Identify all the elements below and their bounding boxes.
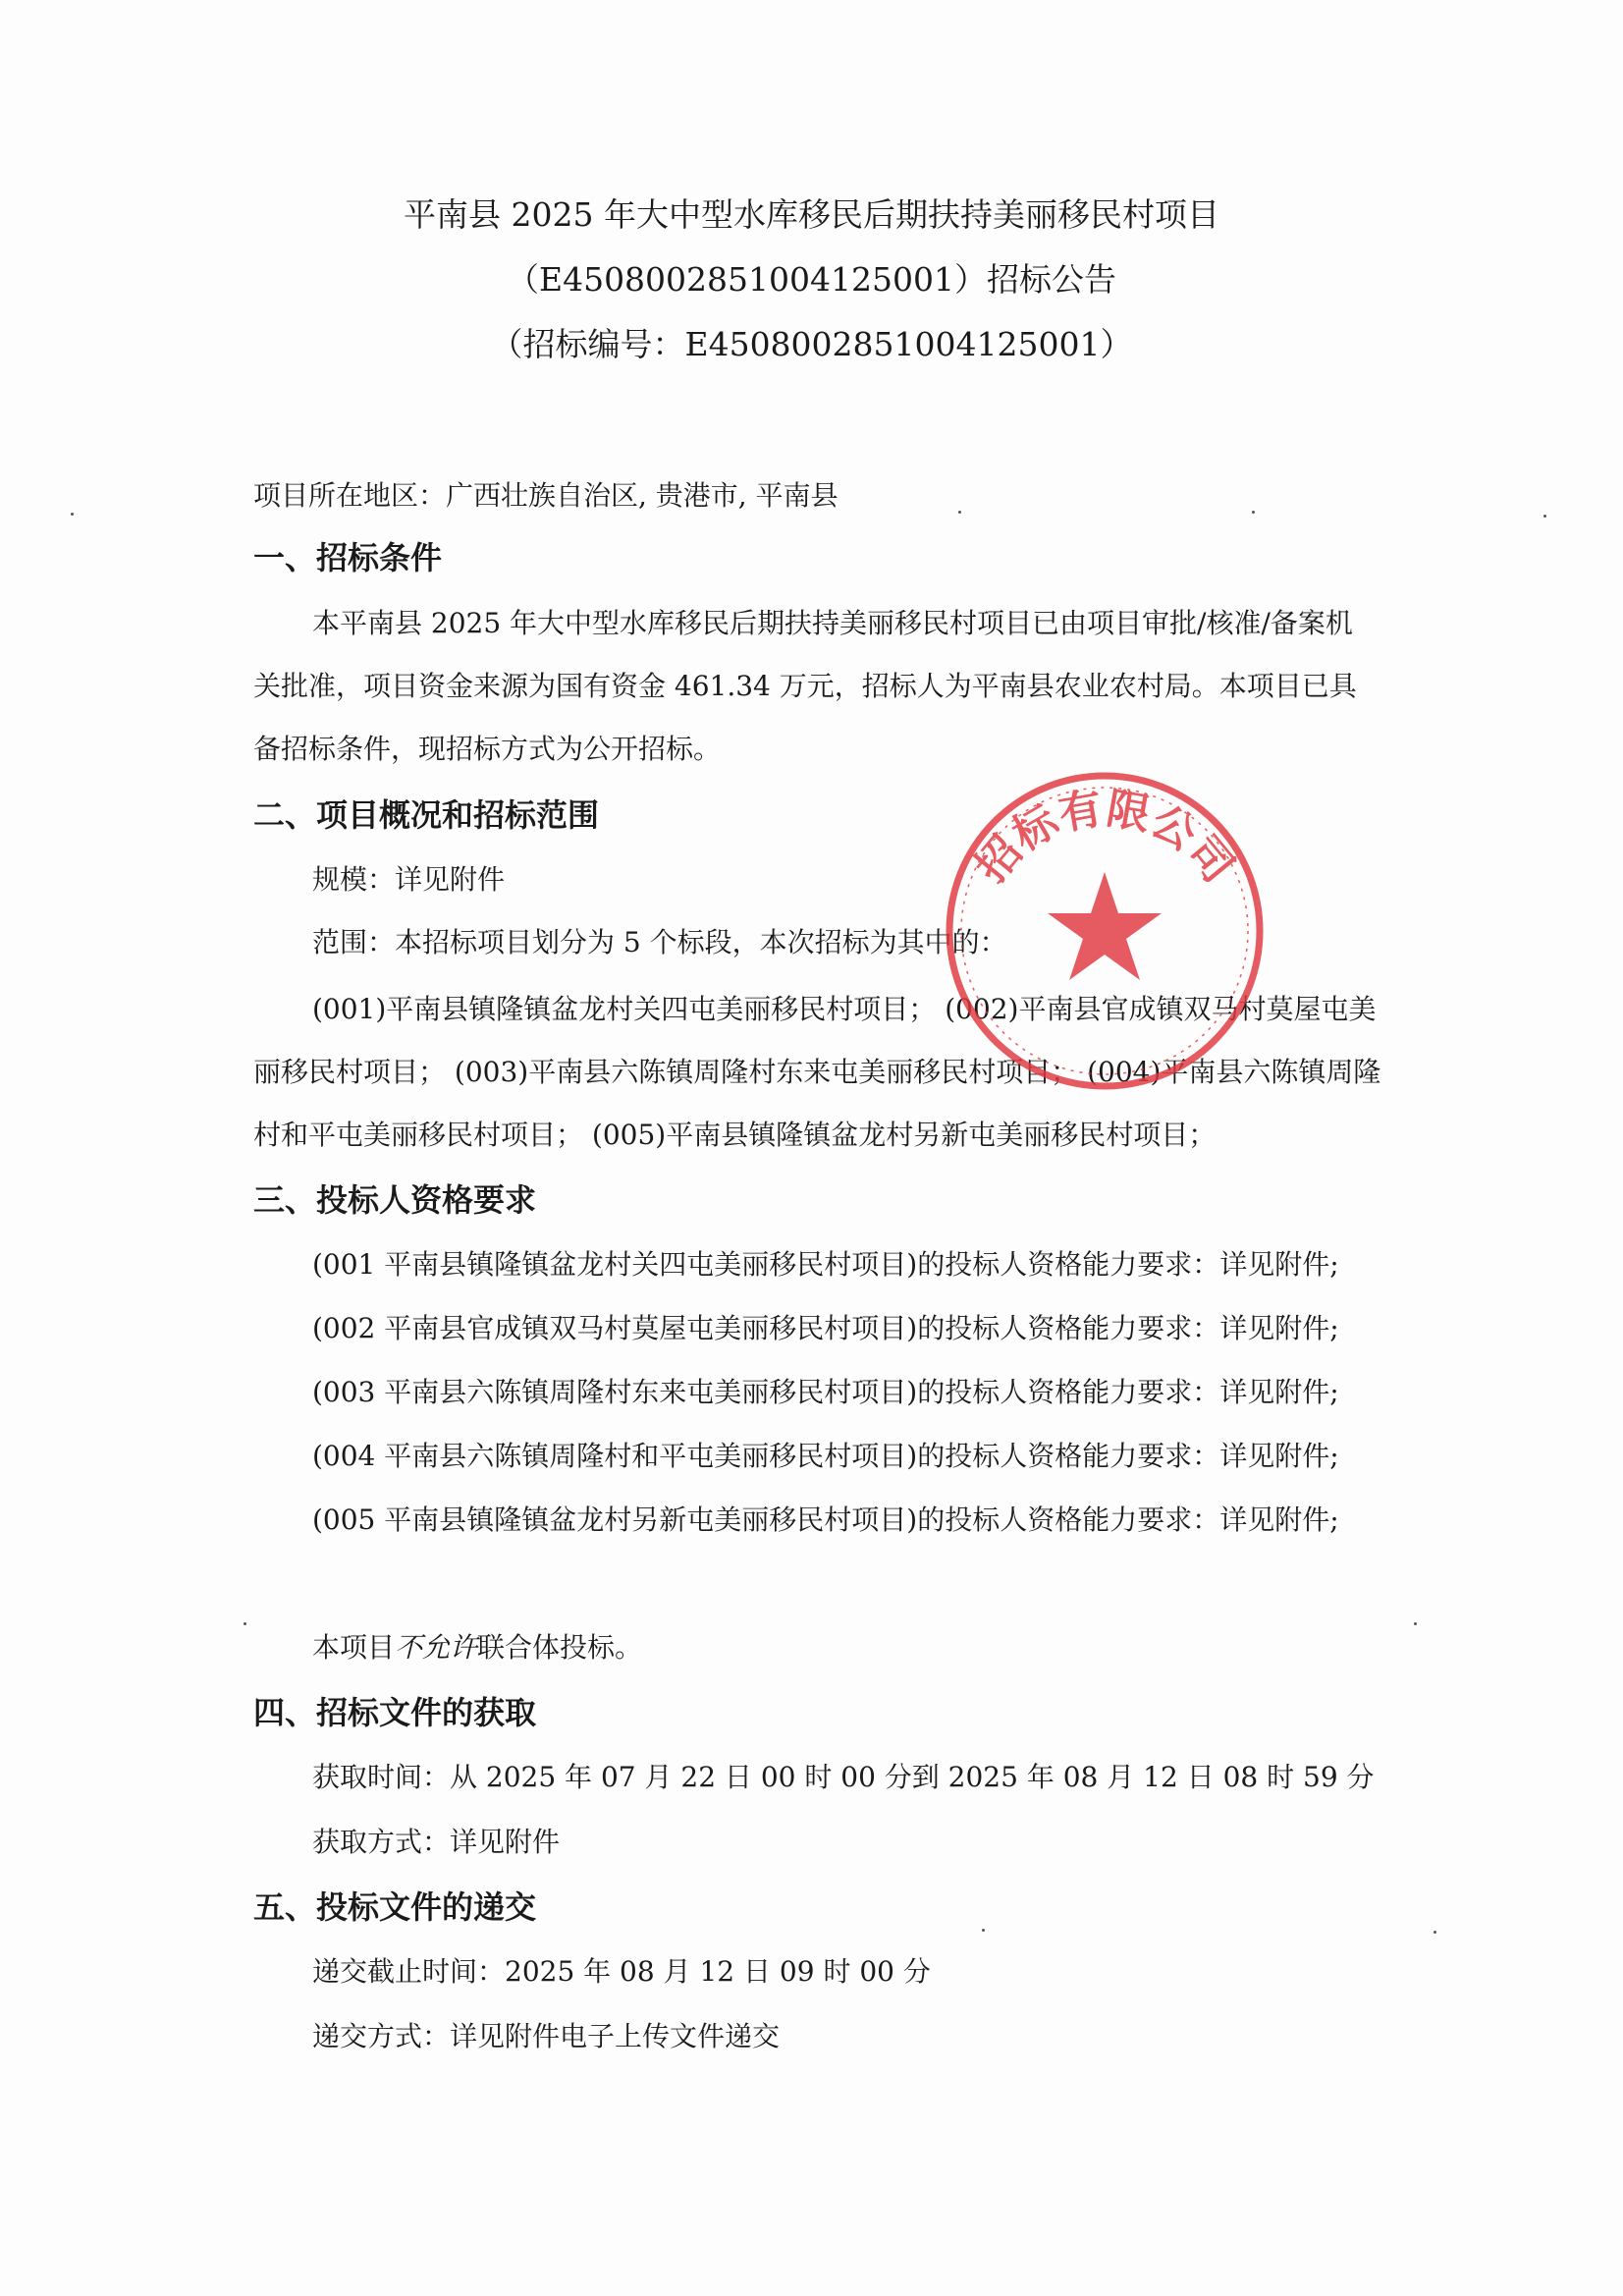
scan-speck bbox=[1434, 1931, 1436, 1934]
scan-speck bbox=[243, 1622, 246, 1625]
submission-deadline: 递交截止时间：2025 年 08 月 12 日 09 时 00 分 bbox=[312, 1955, 931, 1988]
submission-method: 递交方式：详见附件电子上传文件递交 bbox=[312, 2020, 781, 2052]
joint-bid-note bbox=[312, 1628, 642, 1667]
qualification-item: (003 平南县六陈镇周隆村东来屯美丽移民村项目)的投标人资格能力要求：详见附件; bbox=[312, 1376, 1339, 1408]
qualification-item: (004 平南县六陈镇周隆村和平屯美丽移民村项目)的投标人资格能力要求：详见附件; bbox=[312, 1440, 1339, 1472]
acquisition-method: 获取方式：详见附件 bbox=[312, 1826, 561, 1858]
section2-range: 范围：本招标项目划分为 5 个标段，本次招标为其中的： bbox=[312, 926, 1007, 958]
section5-heading: 五、投标文件的递交 bbox=[253, 1888, 537, 1926]
qualification-item: (002 平南县官成镇双马村莫屋屯美丽移民村项目)的投标人资格能力要求：详见附件; bbox=[312, 1312, 1339, 1344]
company-seal-stamp bbox=[938, 764, 1271, 1098]
qualification-item: (001 平南县镇隆镇盆龙村关四屯美丽移民村项目)的投标人资格能力要求：详见附件; bbox=[312, 1248, 1339, 1281]
section1-para-line3: 备招标条件，现招标方式为公开招标。 bbox=[253, 733, 722, 765]
scan-speck bbox=[1252, 511, 1255, 514]
qualification-item: (005 平南县镇隆镇盆龙村另新屯美丽移民村项目)的投标人资格能力要求：详见附件; bbox=[312, 1503, 1339, 1536]
section1-para-line2: 关批准，项目资金来源为国有资金 461.34 万元，招标人为平南县农业农村局。本项目已具 bbox=[253, 670, 1357, 702]
section3-heading: 三、投标人资格要求 bbox=[253, 1181, 537, 1219]
section2-heading: 二、项目概况和招标范围 bbox=[253, 796, 600, 834]
acquisition-time: 获取时间：从 2025 年 07 月 22 日 00 时 00 分到 2025 年 08 月 12 日 08 时 59 分 bbox=[312, 1761, 1375, 1793]
scan-speck bbox=[958, 511, 961, 514]
scan-speck bbox=[71, 513, 74, 516]
doc-title-line1: 平南县 2025 年大中型水库移民后期扶持美丽移民村项目 bbox=[404, 195, 1219, 234]
scan-speck bbox=[1414, 1622, 1417, 1625]
joint-bid-pre: 本项目 bbox=[312, 1631, 396, 1664]
doc-title-line2: （E4508002851004125001）招标公告 bbox=[506, 260, 1116, 299]
svg-text:招标有限公司: 招标有限公司 bbox=[965, 783, 1244, 893]
section2-lots-line2: 丽移民村项目； (003)平南县六陈镇周隆村东来屯美丽移民村项目； (004)平南县六陈镇周隆 bbox=[253, 1056, 1381, 1088]
joint-bid-post: 联合体投标。 bbox=[477, 1631, 643, 1664]
doc-title-line3: （招标编号：E4508002851004125001） bbox=[490, 325, 1133, 363]
section1-para-line1: 本平南县 2025 年大中型水库移民后期扶持美丽移民村项目已由项目审批/核准/备案机 bbox=[312, 607, 1353, 639]
section2-lots-line1: (001)平南县镇隆镇盆龙村关四屯美丽移民村项目； (002)平南县官成镇双马村莫屋屯美 bbox=[312, 993, 1377, 1025]
section4-heading: 四、招标文件的获取 bbox=[253, 1694, 537, 1731]
scan-speck bbox=[1543, 515, 1546, 518]
joint-bid-emphasis: 不允许 bbox=[395, 1631, 478, 1664]
project-location: 项目所在地区：广西壮族自治区, 贵港市, 平南县 bbox=[253, 479, 839, 512]
section2-scale: 规模：详见附件 bbox=[312, 863, 506, 896]
section2-lots-line3: 村和平屯美丽移民村项目； (005)平南县镇隆镇盆龙村另新屯美丽移民村项目； bbox=[253, 1119, 1217, 1151]
scan-speck bbox=[982, 1929, 985, 1932]
section1-heading: 一、招标条件 bbox=[253, 539, 443, 576]
